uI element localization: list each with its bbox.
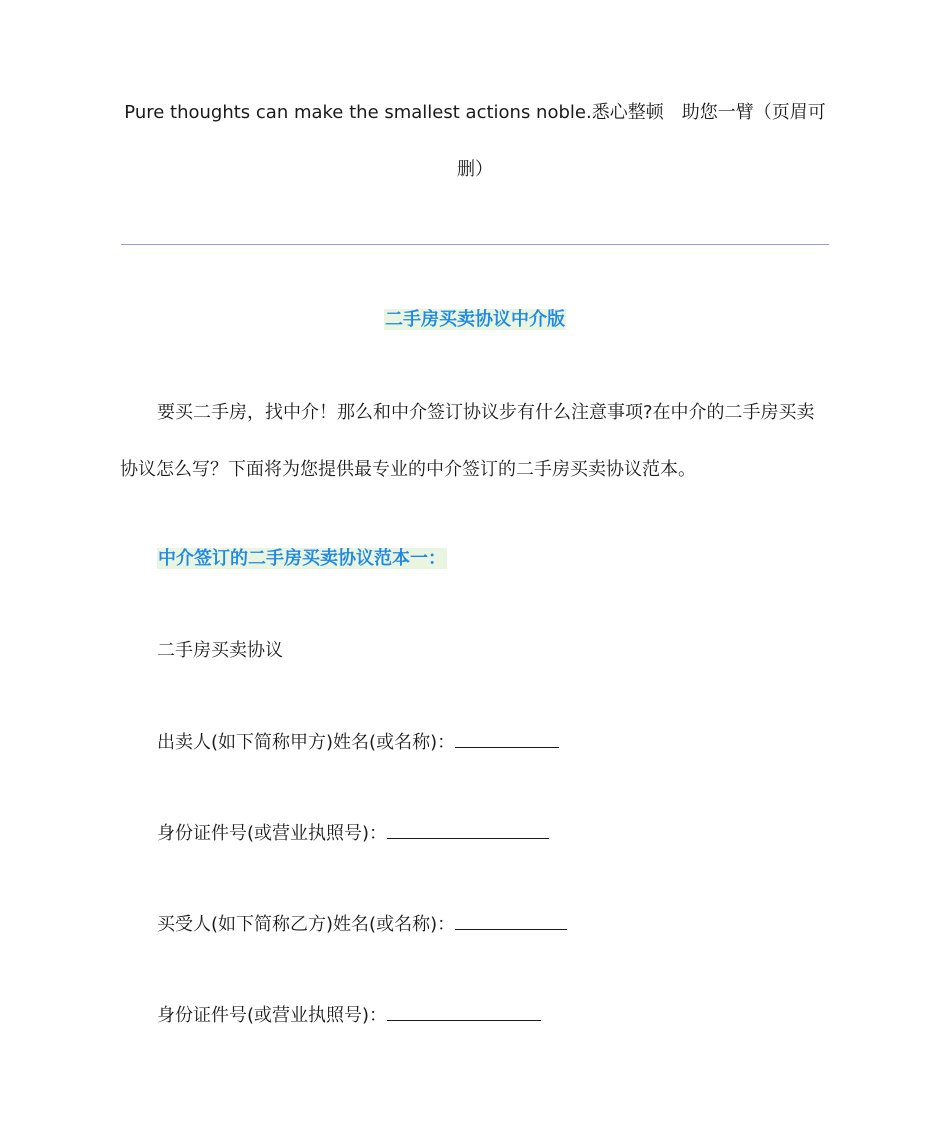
buyer-name-blank [455, 911, 567, 930]
document-title-text: 二手房买卖协议中介版 [385, 309, 565, 330]
seller-name-field [157, 729, 559, 756]
header-divider [121, 244, 829, 245]
agreement-title: 二手房买卖协议 [157, 640, 283, 661]
seller-name-blank [455, 729, 559, 748]
buyer-id-blank [387, 1002, 541, 1021]
sample-subheading-text: 中介签订的二手房买卖协议范本一： [158, 548, 446, 569]
document-title [0, 307, 950, 333]
intro-paragraph: 要买二手房，找中介！那么和中介签订协议步有什么注意事项?在中介的二手房买卖协议怎么写？下面将为您提供最专业的中介签订的二手房买卖协议范本。 [120, 402, 815, 480]
sample-subheading [157, 546, 447, 572]
seller-id-field [157, 820, 549, 847]
seller-name-label: 出卖人(如下简称甲方)姓名(或名称)： [157, 732, 456, 753]
seller-id-blank [387, 820, 549, 839]
buyer-name-label: 买受人(如下简称乙方)姓名(或名称)： [157, 914, 456, 935]
buyer-id-label: 身份证件号(或营业执照号)： [157, 1005, 388, 1026]
page-header-text: Pure thoughts can make the smallest actions noble.悉心整顿 助您一臂（页眉可删） [124, 102, 826, 180]
buyer-name-field [157, 911, 567, 938]
seller-id-label: 身份证件号(或营业执照号)： [157, 823, 388, 844]
buyer-id-field [157, 1002, 541, 1029]
